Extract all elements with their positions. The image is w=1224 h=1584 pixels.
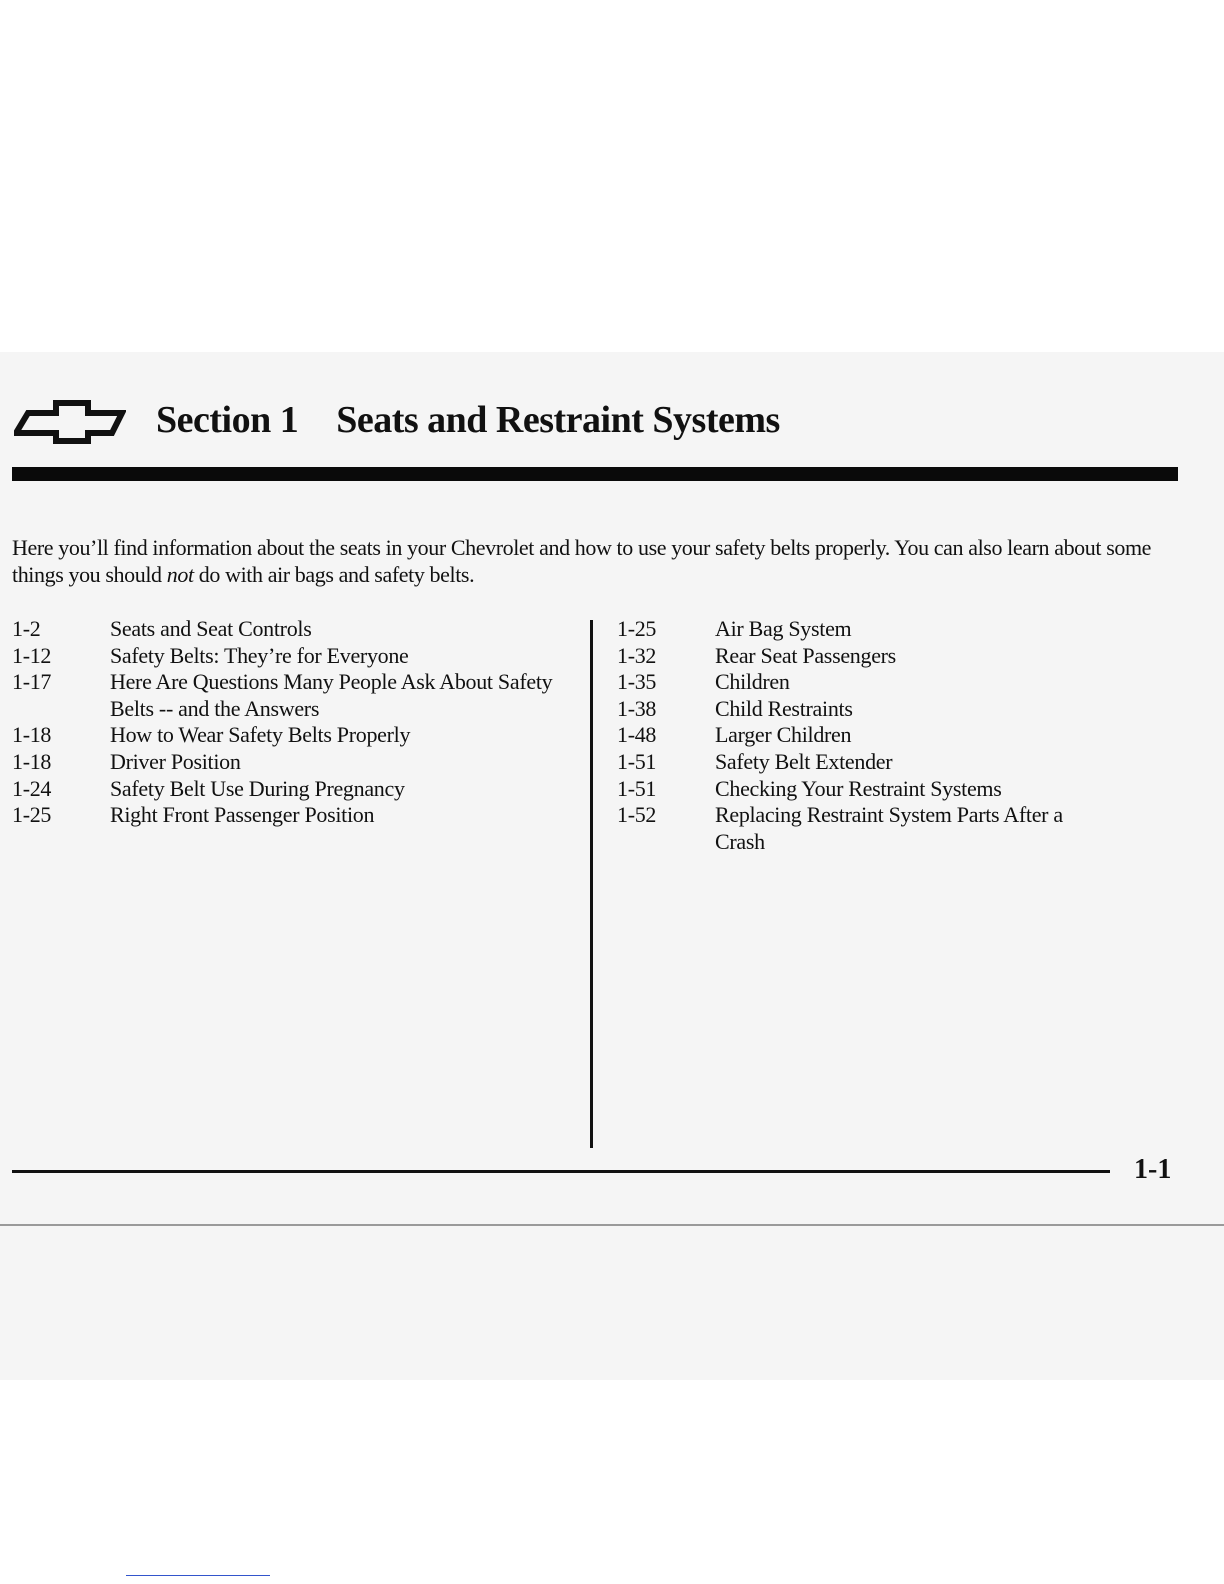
toc-page-number: 1-18 bbox=[12, 722, 52, 748]
page-number: 1-1 bbox=[1134, 1154, 1172, 1185]
toc-entry-title: Rear Seat Passengers bbox=[715, 642, 896, 668]
toc-page-number: 1-35 bbox=[617, 669, 657, 695]
toc-page-number: 1-48 bbox=[617, 722, 657, 748]
toc-entry[interactable] bbox=[617, 696, 1177, 723]
toc-page-number: 1-12 bbox=[12, 642, 52, 668]
toc-page-number: 1-24 bbox=[12, 775, 52, 801]
page-title: Seats and Restraint Systems bbox=[336, 399, 780, 441]
toc-entry-title: Safety Belts: They’re for Everyone bbox=[110, 642, 409, 668]
toc-entry[interactable] bbox=[617, 749, 1177, 776]
intro-text-start: Here you’ll find information about the seats in your Chevrolet and how to use your safety belts properly. You can also learn about some things you should bbox=[12, 535, 1152, 587]
toc-entry-title: Child Restraints bbox=[715, 695, 853, 721]
footer-rule bbox=[12, 1170, 1110, 1173]
toc-page-number: 1-25 bbox=[617, 616, 657, 641]
toc-entry-title: Seats and Seat Controls bbox=[110, 616, 312, 641]
toc-entry[interactable] bbox=[12, 722, 572, 749]
section-header bbox=[14, 392, 780, 448]
toc-left-column bbox=[12, 616, 572, 829]
toc-page-number: 1-2 bbox=[12, 616, 41, 641]
toc-right-column bbox=[617, 616, 1177, 855]
toc-entry[interactable] bbox=[617, 776, 1177, 803]
toc-page-number: 1-51 bbox=[617, 748, 657, 774]
intro-text-end: do with air bags and safety belts. bbox=[193, 562, 475, 587]
toc-entry[interactable] bbox=[12, 776, 572, 803]
toc-page-number: 1-25 bbox=[12, 802, 52, 828]
toc-entry[interactable] bbox=[12, 669, 572, 722]
toc-page-number: 1-17 bbox=[12, 669, 52, 695]
scan-edge-line bbox=[0, 1224, 1224, 1226]
toc-entry-title: Driver Position bbox=[110, 748, 241, 774]
toc-entry[interactable] bbox=[12, 802, 572, 829]
toc-entry[interactable] bbox=[617, 802, 1177, 855]
toc-entry-title: Safety Belt Use During Pregnancy bbox=[110, 775, 405, 801]
toc-entry[interactable] bbox=[12, 643, 572, 670]
toc-entry-title: Here Are Questions Many People Ask About Safety Belts -- and the Answers bbox=[110, 669, 553, 721]
toc-entry[interactable] bbox=[617, 669, 1177, 696]
intro-paragraph bbox=[12, 534, 1192, 588]
toc-entry[interactable] bbox=[617, 722, 1177, 749]
toc-entry-title: Replacing Restraint System Parts After a Crash bbox=[715, 802, 1063, 854]
toc-entry-title: Air Bag System bbox=[715, 616, 852, 641]
toc-entry[interactable] bbox=[12, 749, 572, 776]
toc-entry-title: How to Wear Safety Belts Properly bbox=[110, 722, 411, 748]
toc-page-number: 1-51 bbox=[617, 775, 657, 801]
intro-emphasis: not bbox=[166, 562, 194, 587]
link-underline bbox=[126, 1575, 270, 1576]
toc-entry-title: Larger Children bbox=[715, 722, 852, 748]
toc-entry[interactable] bbox=[617, 616, 1177, 643]
toc-page-number: 1-52 bbox=[617, 802, 657, 828]
toc-entry-title: Children bbox=[715, 669, 790, 695]
section-label: Section 1 bbox=[156, 399, 299, 441]
toc-page-number: 1-38 bbox=[617, 695, 657, 721]
toc-entry-title: Safety Belt Extender bbox=[715, 748, 893, 774]
chevrolet-bowtie-icon bbox=[14, 396, 126, 444]
toc-page-number: 1-32 bbox=[617, 642, 657, 668]
toc-entry-title: Checking Your Restraint Systems bbox=[715, 775, 1002, 801]
toc-page-number: 1-18 bbox=[12, 748, 52, 774]
header-rule bbox=[12, 467, 1178, 481]
toc-entry[interactable] bbox=[12, 616, 572, 643]
column-divider bbox=[590, 620, 593, 1148]
toc-entry-title: Right Front Passenger Position bbox=[110, 802, 375, 828]
toc-entry[interactable] bbox=[617, 643, 1177, 670]
